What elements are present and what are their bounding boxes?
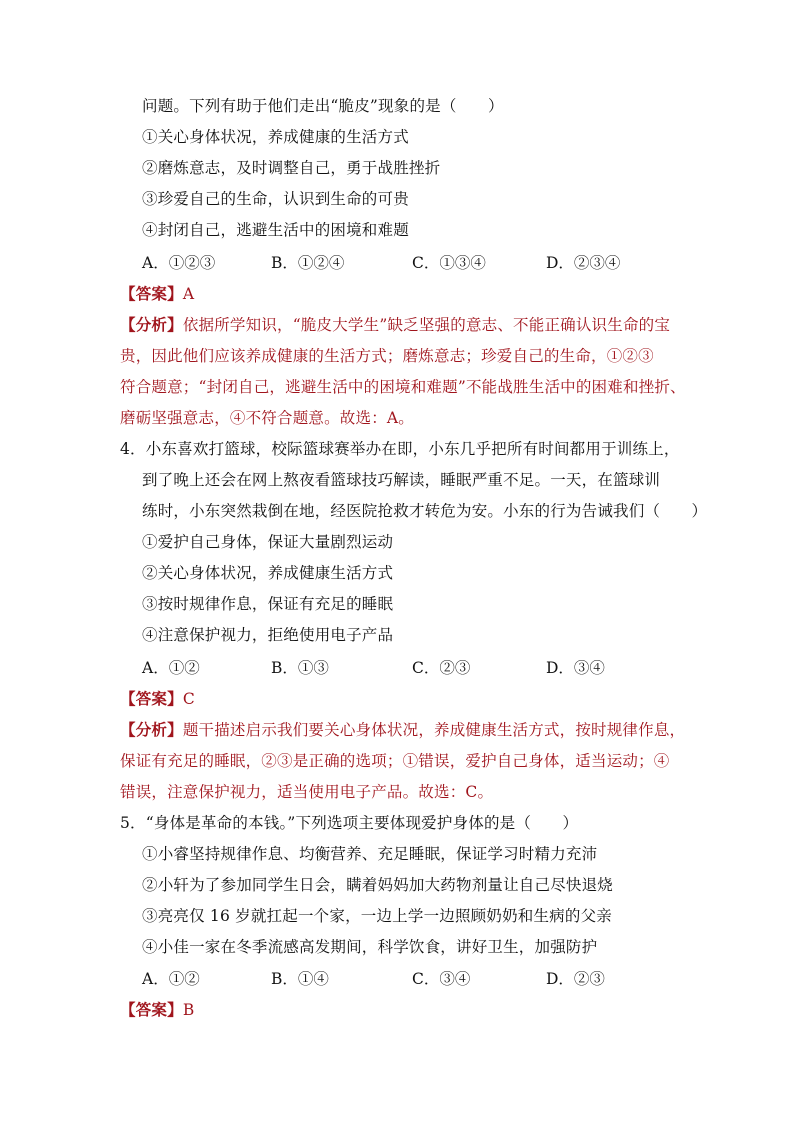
answer-label: 【答案】 bbox=[120, 689, 183, 708]
q4-option-d: D．③④ bbox=[546, 659, 605, 677]
q4-item-4: ④注意保护视力，拒绝使用电子产品 bbox=[142, 626, 394, 644]
q5-item-3: ③亮亮仅 16 岁就扛起一个家，一边上学一边照顾奶奶和生病的父亲 bbox=[142, 907, 612, 925]
q3-option-a: A．①②③ bbox=[142, 254, 216, 272]
q3-item-2: ②磨炼意志，及时调整自己，勇于战胜挫折 bbox=[142, 159, 441, 177]
q3-item-3: ③珍爱自己的生命，认识到生命的可贵 bbox=[142, 190, 409, 208]
q5-item-1: ①小睿坚持规律作息、均衡营养、充足睡眠，保证学习时精力充沛 bbox=[142, 845, 598, 863]
q4-item-1: ①爱护自己身体，保证大量剧烈运动 bbox=[142, 533, 394, 551]
answer-value: B bbox=[182, 1001, 195, 1019]
q4-option-b: B．①③ bbox=[271, 659, 329, 677]
q5-option-b: B．①④ bbox=[271, 970, 329, 988]
q3-analysis-line-4: 磨砺坚强意志，④不符合题意。故选：A。 bbox=[120, 409, 414, 427]
q3-analysis-line-2: 贵，因此他们应该养成健康的生活方式；磨炼意志；珍爱自己的生命，①②③ bbox=[120, 347, 654, 365]
q3-stem: 问题。下列有助于他们走出“脆皮”现象的是（ ） bbox=[142, 97, 504, 115]
answer-label: 【答案】 bbox=[120, 1000, 183, 1019]
q5-option-c: C．③④ bbox=[412, 970, 471, 988]
q3-item-4: ④封闭自己，逃避生活中的困境和难题 bbox=[142, 221, 409, 239]
q4-stem-line-1: 4．小东喜欢打篮球，校际篮球赛举办在即，小东几乎把所有时间都用于训练上， bbox=[120, 440, 680, 458]
q4-analysis-line-2: 保证有充足的睡眠，②③是正确的选项；①错误，爱护自己身体，适当运动；④ bbox=[120, 752, 670, 770]
q4-option-a: A．①② bbox=[142, 659, 200, 677]
answer-value: C bbox=[182, 690, 195, 708]
answer-label: 【答案】 bbox=[120, 284, 183, 303]
answer-value: A bbox=[182, 285, 195, 303]
q4-stem-line-3: 练时，小东突然栽倒在地，经医院抢救才转危为安。小东的行为告诫我们（ ） bbox=[142, 502, 708, 520]
q3-option-c: C．①③④ bbox=[412, 254, 486, 272]
q5-option-a: A．①② bbox=[142, 970, 200, 988]
q3-option-d: D．②③④ bbox=[546, 254, 621, 272]
q5-item-4: ④小佳一家在冬季流感高发期间，科学饮食，讲好卫生，加强防护 bbox=[142, 938, 598, 956]
q5-option-d: D．②③ bbox=[546, 970, 605, 988]
analysis-text: 题干描述启示我们要关心身体状况，养成健康生活方式，按时规律作息， bbox=[182, 721, 686, 739]
analysis-label: 【分析】 bbox=[120, 720, 183, 739]
q4-option-c: C．②③ bbox=[412, 659, 471, 677]
q3-item-1: ①关心身体状况，养成健康的生活方式 bbox=[142, 128, 409, 146]
q3-option-b: B．①②④ bbox=[271, 254, 345, 272]
q3-answer bbox=[120, 282, 194, 306]
q3-analysis-line-3: 符合题意；“封闭自己，逃避生活中的困境和难题”不能战胜生活中的困难和挫折、 bbox=[120, 378, 686, 396]
q4-stem-line-2: 到了晚上还会在网上熬夜看篮球技巧解读，睡眠严重不足。一天，在篮球训 bbox=[142, 471, 661, 489]
analysis-text: 依据所学知识，“脆皮大学生”缺乏坚强的意志、不能正确认识生命的宝 bbox=[182, 316, 671, 334]
q4-answer bbox=[120, 687, 195, 711]
q5-answer bbox=[120, 998, 194, 1022]
q4-analysis-line-1 bbox=[120, 718, 685, 742]
q5-item-2: ②小轩为了参加同学生日会，瞒着妈妈加大药物剂量让自己尽快退烧 bbox=[142, 876, 614, 894]
q4-analysis-line-3: 错误，注意保护视力，适当使用电子产品。故选：C。 bbox=[120, 783, 494, 801]
q4-item-2: ②关心身体状况，养成健康生活方式 bbox=[142, 564, 394, 582]
q4-item-3: ③按时规律作息，保证有充足的睡眠 bbox=[142, 595, 394, 613]
analysis-label: 【分析】 bbox=[120, 315, 183, 334]
q3-analysis-line-1 bbox=[120, 313, 670, 337]
q5-stem: 5．“身体是革命的本钱。”下列选项主要体现爱护身体的是（ ） bbox=[120, 814, 579, 832]
